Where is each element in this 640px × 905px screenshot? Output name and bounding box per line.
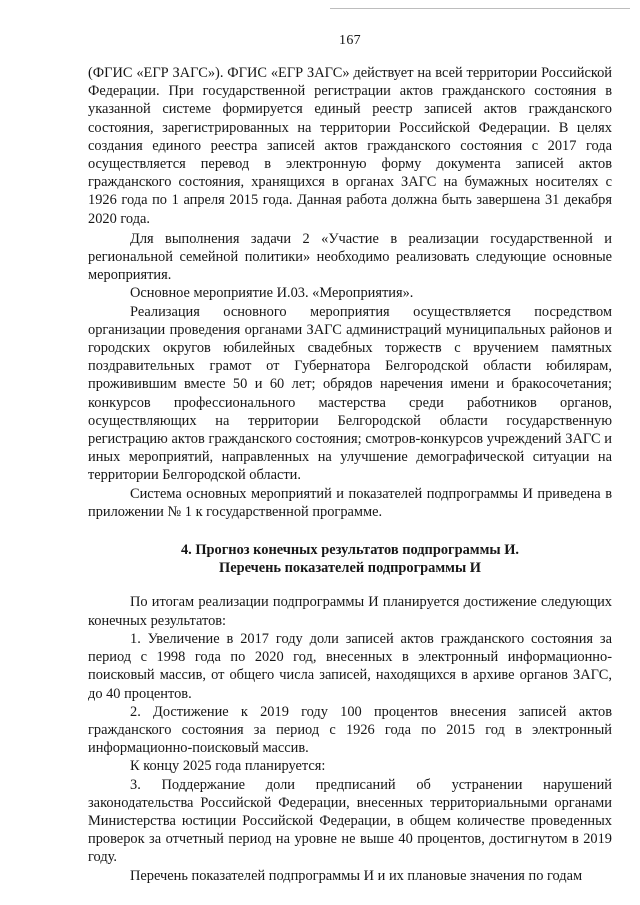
section-heading	[88, 541, 612, 577]
paragraph-task-2: Для выполнения задачи 2 «Участие в реализации государственной и региональной семейной политики» необходимо реализовать следующие основные мероприятия.	[88, 230, 612, 284]
page-number: 167	[339, 33, 361, 48]
document-body	[88, 64, 612, 885]
paragraph-result-1: 1. Увеличение в 2017 году доли записей актов гражданского состояния за период с 1998 года по 2020 год, внесенных в электронный информационно-поисковый массив, от общего числа записей, находящихся в архиве органов ЗАГС, до 40 процентов.	[88, 630, 612, 702]
paragraph-by-2025: К концу 2025 года планируется:	[130, 758, 326, 775]
paragraph-implementation: Реализация основного мероприятия осуществляется посредством организации проведения органами ЗАГС администраций муниципальных районов и городских округов юбилейных свадебных торжеств с вручением памятных поздравительных грамот от Губернатора Белгородской области юбилярам, проживившим вместе 50 и 60 лет; обрядов наречения имени и бракосочетания; конкурсов профессионального мастерства среди работников органов, осуществляющих на территории Белгородской области государственную регистрацию актов гражданского состояния; смотров-конкурсов учреждений ЗАГС и иных мероприятий, направленных на улучшение демографической ситуации на территории Белгородской области.	[88, 303, 612, 484]
section-heading-line-2: Перечень показателей подпрограммы И	[219, 560, 481, 577]
paragraph-fgis-intro: (ФГИС «ЕГР ЗАГС»). ФГИС «ЕГР ЗАГС» действует на всей территории Российской Федерации. При государственной регистрации актов гражданского состояния в указанной системе формируется единый реестр записей актов гражданского состояния, зарегистрированных на территории Российской Федерации. В целях создания единого реестра записей актов гражданского состояния с 2017 года осуществляется перевод в электронную форму документа записей актов гражданского состояния, хранящихся в органах ЗАГС на бумажных носителях с 1926 года по 1 апреля 2015 года. Данная работа должна быть завершена 31 декабря 2020 года.	[88, 65, 612, 227]
paragraph-main-activity: Основное мероприятие И.03. «Мероприятия».	[130, 285, 414, 302]
paragraph-result-3: 3. Поддержание доли предписаний об устранении нарушений законодательства Российской Федерации, внесенных территориальными органами Министерства юстиции Российской Федерации, в общем количестве проведенных проверок за отчетный период на уровне не выше 40 процентов, достигнутом в 2019 году.	[88, 776, 612, 866]
paragraph-results-intro: По итогам реализации подпрограммы И планируется достижение следующих конечных результатов:	[88, 594, 612, 629]
paragraph-indicator-list: Перечень показателей подпрограммы И и их плановые значения по годам	[130, 867, 583, 884]
paragraph-result-2: 2. Достижение к 2019 году 100 процентов внесения записей актов гражданского состояния за период с 1926 года по 2015 год в электронный информационно-поисковый массив.	[88, 703, 612, 757]
section-heading-line-1: 4. Прогноз конечных результатов подпрограммы И.	[180, 542, 520, 559]
paragraph-system-appendix: Система основных мероприятий и показателей подпрограммы И приведена в приложении № 1 к государственной программе.	[88, 485, 612, 520]
top-border-line	[330, 8, 630, 9]
